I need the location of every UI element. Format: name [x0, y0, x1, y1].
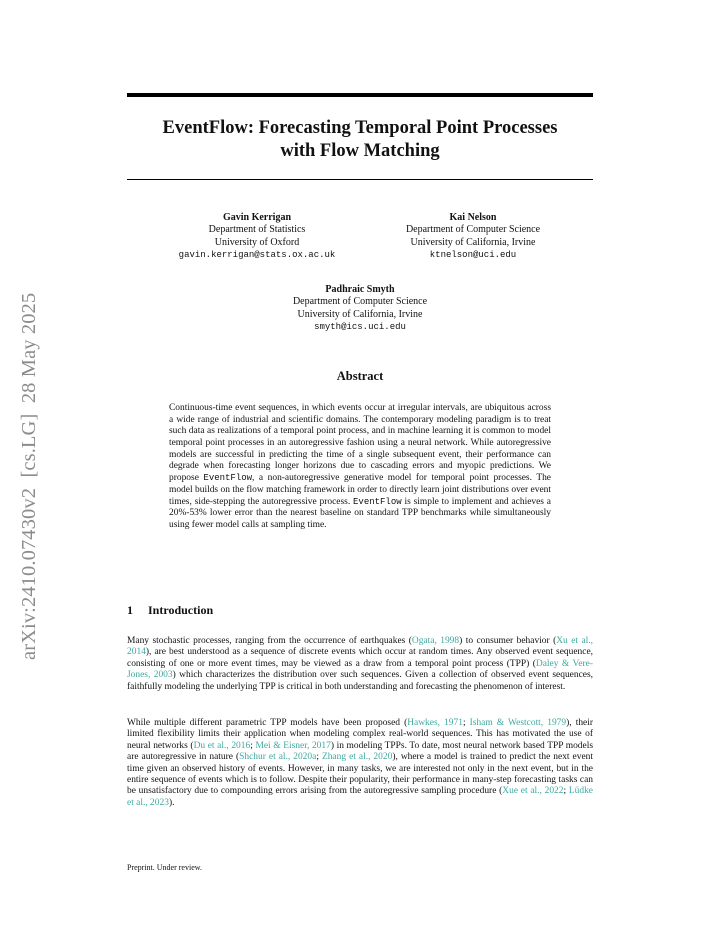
intro-paragraph-2 — [127, 718, 593, 809]
para-text: ) to consumer behavior ( — [459, 636, 557, 646]
para-text: ; — [563, 786, 569, 797]
section-heading — [127, 603, 213, 618]
author-university: University of California, Irvine — [410, 236, 536, 248]
author-email: smyth@ics.uci.edu — [314, 322, 406, 333]
para-text: ) in modeling TPPs. To date, most neural network based TPP models are autoregressive in nature ( — [127, 740, 594, 763]
author-name: Gavin Kerrigan — [222, 212, 292, 223]
para-text: While multiple different parametric TPP models have been proposed ( — [127, 718, 408, 728]
para-text: ) which characterizes the distribution over such sequences. Given a collection of observed event sequences, faithfully modeling the underlying TPP is critical in both understanding and forecasting the phenomenon of interest. — [127, 670, 593, 692]
author-university: University of California, Irvine — [297, 308, 423, 320]
author-email: ktnelson@uci.edu — [429, 250, 517, 261]
section-number: 1 — [127, 603, 133, 617]
author-department: Department of Computer Science — [405, 224, 541, 236]
abstract-heading: Abstract — [336, 369, 384, 383]
intro-paragraph-1 — [127, 636, 593, 693]
citation-link[interactable]: Xue et al., 2022 — [502, 786, 564, 797]
title-line-1: EventFlow: Forecasting Temporal Point Processes — [162, 118, 558, 138]
title-top-rule — [127, 93, 593, 97]
author-block-3 — [260, 284, 460, 334]
citation-link[interactable]: Lüdke et al., 2023 — [127, 786, 593, 808]
para-text: ; — [250, 740, 256, 751]
author-name: Padhraic Smyth — [325, 284, 395, 295]
title-bottom-rule — [127, 179, 593, 180]
para-text: ), their limited flexibility limits their application when modeling complex real-world sequences. This has motivated the use of neural networks ( — [127, 718, 593, 751]
citation-link[interactable]: Xu et al., 2014 — [127, 636, 593, 658]
abstract-text-part: , a non-autoregressive generative model for temporal point processes. The model builds on the flow matching framework in order to directly learn joint distributions over event times, side-stepping the autoregressive process. — [169, 473, 551, 507]
citation-link[interactable]: Shchur et al., 2020a — [239, 752, 317, 763]
citation-link[interactable]: Du et al., 2016 — [193, 740, 251, 751]
citation-link[interactable]: Isham & Westcott, 1979 — [469, 718, 567, 728]
para-text: ; — [462, 718, 470, 728]
preprint-footer: Preprint. Under review. — [127, 863, 203, 872]
para-text: ). — [168, 797, 175, 808]
title-line-2: with Flow Matching — [280, 141, 440, 161]
citation-link[interactable]: Daley & Vere-Jones, 2003 — [127, 658, 593, 681]
para-text: ; — [316, 752, 322, 763]
section-title: Introduction — [148, 603, 214, 617]
author-name: Kai Nelson — [449, 212, 497, 223]
author-block-2 — [373, 212, 573, 262]
abstract-text-part: is simple to implement and achieves a 20%-53% lower error than the nearest baseline on standard TPP benchmarks while simultaneously using fewer model calls at sampling time. — [169, 496, 551, 530]
paper-title — [127, 117, 593, 163]
citation-link[interactable]: Hawkes, 1971 — [407, 718, 463, 728]
author-department: Department of Statistics — [208, 224, 306, 236]
arxiv-stamp: arXiv:2410.07430v2 [cs.LG] 28 May 2025 — [18, 292, 40, 660]
method-name-code: EventFlow — [203, 473, 253, 484]
author-department: Department of Computer Science — [292, 296, 428, 308]
abstract-text — [169, 403, 551, 532]
abstract-text-part: Continuous-time event sequences, in which events occur at irregular intervals, are ubiquitous across a wide range of industrial and scientific domains. The contemporary modeling paradigm is to treat such data as realizations of a temporal point process, and in machine learning it is common to model temporal point processes in an autoregressive fashion using a neural network. While autoregressive models are successful in predicting the time of a single subsequent event, their performance can degrade when forecasting longer horizons due to cascading errors and myopic predictions. We propose — [169, 403, 551, 484]
citation-link[interactable]: Ogata, 1998 — [411, 636, 460, 646]
para-text: ), where a model is trained to predict the next event time given an observed history of events. However, in many tasks, we are interested not only in the next event, but in the entire sequence of events which is to follow. Despite their popularity, their performance in many-step forecasting tasks can be unsatisfactory due to compounding errors arising from the autoregressive sampling procedure ( — [127, 752, 593, 797]
method-name-code: EventFlow — [353, 496, 402, 507]
citation-link[interactable]: Zhang et al., 2020 — [321, 752, 393, 763]
author-block-1 — [157, 212, 357, 262]
author-email: gavin.kerrigan@stats.ox.ac.uk — [178, 250, 336, 261]
para-text: Many stochastic processes, ranging from the occurrence of earthquakes ( — [127, 636, 412, 646]
para-text: ), are best understood as a sequence of discrete events which occur at random times. Any observed event sequence, consisting of one or more event times, may be viewed as a draw from a temporal point process (TPP) ( — [127, 647, 593, 669]
citation-link[interactable]: Mei & Eisner, 2017 — [255, 740, 331, 751]
author-university: University of Oxford — [214, 236, 300, 248]
